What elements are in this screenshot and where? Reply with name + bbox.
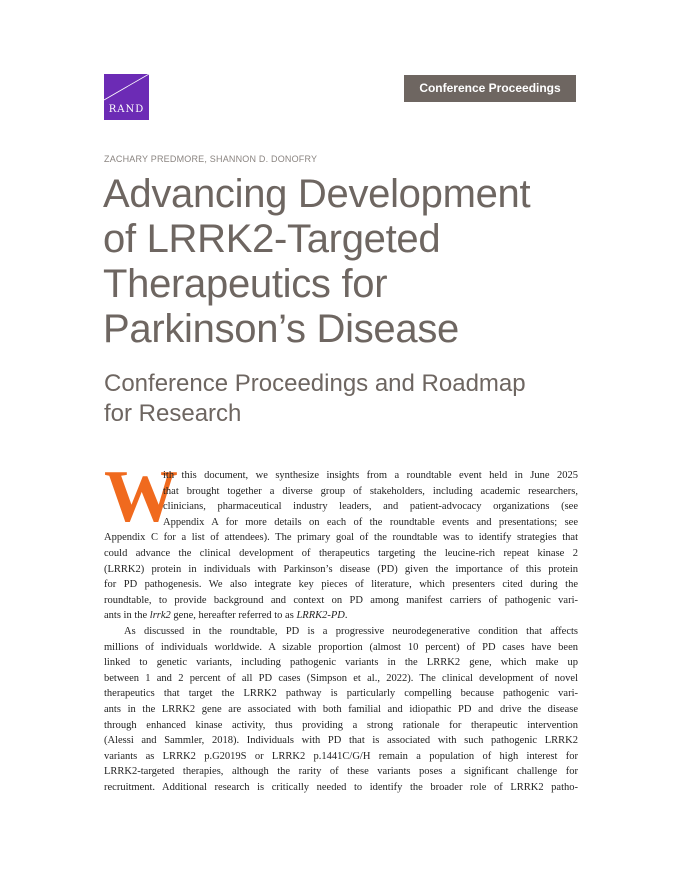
body-line: As discussed in the roundtable, PD is a progressive neurodegenerative condition that affects	[124, 625, 578, 637]
rand-logo	[104, 74, 149, 120]
title-line: Advancing Development	[103, 172, 531, 216]
subtitle-line: for Research	[104, 400, 242, 427]
body-line: therapeutics that target the LRRK2 pathway is particularly compelling because pathogenic vari-	[104, 688, 578, 700]
body-line: (Alessi and Sammler, 2018). Individuals with PD that is associated with such pathogenic LRRK2	[104, 735, 578, 747]
drop-cap: W	[104, 456, 178, 538]
body-line: Appendix A for more details on each of the roundtable events and presentations; see	[163, 516, 578, 528]
title-line: Parkinson’s Disease	[103, 307, 459, 351]
title-line: of LRRK2-Targeted	[103, 217, 441, 261]
body-line: recruitment. Additional research is critically needed to identify the broader role of LRRK2 patho-	[104, 781, 578, 793]
document-subtitle	[104, 369, 584, 429]
document-title	[103, 172, 583, 352]
body-line: (LRRK2) protein in individuals with Parkinson’s disease (PD) given the importance of this protein	[104, 563, 578, 575]
logo-text: RAND	[108, 104, 145, 115]
body-line: for PD pathogenesis. We also integrate key pieces of literature, which presenters cited during the	[104, 579, 578, 591]
body-line: that brought together a diverse group of stakeholders, including academic researchers,	[163, 485, 578, 497]
body-line: through enhanced kinase activity, thus providing a strong rationale for therapeutic intervention	[104, 719, 578, 731]
body-line: clinicians, pharmaceutical industry leaders, and patient-advocacy organizations (see	[163, 501, 578, 513]
body-line: ants in the LRRK2 gene are associated with both familial and idiopathic PD and drive the disease	[104, 703, 578, 715]
term-italic: LRRK2-PD	[296, 610, 345, 622]
body-line: between 1 and 2 percent of all PD cases (Simpson et al., 2022). The clinical development of novel	[104, 672, 578, 684]
gene-name-italic: lrrk2	[149, 610, 171, 622]
body-text-run: ants in the	[104, 610, 150, 622]
body-line: millions of individuals worldwide. A sizable proportion (almost 10 percent) of PD cases have been	[104, 641, 578, 653]
body-line: LRRK2-targeted therapies, although the rarity of these variants poses a significant challenge for	[104, 766, 578, 778]
body-line: linked to genetic variants, including pathogenic variants in the LRRK2 gene, which make up	[104, 657, 578, 669]
body-text-run: gene, hereafter referred to as	[170, 610, 297, 622]
body-text	[104, 468, 578, 795]
body-line: could advance the clinical development of therapeutics targeting the leucine-rich repeat kinase 2	[104, 547, 578, 559]
body-line: ith this document, we synthesize insights from a roundtable event held in June 2025	[163, 470, 578, 481]
body-line: variants as LRRK2 p.G2019S or LRRK2 p.1441C/G/H remain a population of high interest for	[104, 750, 578, 762]
authors: ZACHARY PREDMORE, SHANNON D. DONOFRY	[104, 154, 318, 164]
body-line	[104, 608, 578, 624]
subtitle-line: Conference Proceedings and Roadmap	[104, 370, 526, 397]
document-type-badge: Conference Proceedings	[404, 75, 576, 102]
body-text-run: .	[344, 610, 348, 622]
body-line: Appendix C for a list of attendees). The primary goal of the roundtable was to identify strategies that	[104, 532, 578, 544]
title-line: Therapeutics for	[103, 262, 388, 306]
body-line: roundtable, to provide background and context on PD among manifest carriers of pathogenic vari-	[104, 594, 578, 606]
